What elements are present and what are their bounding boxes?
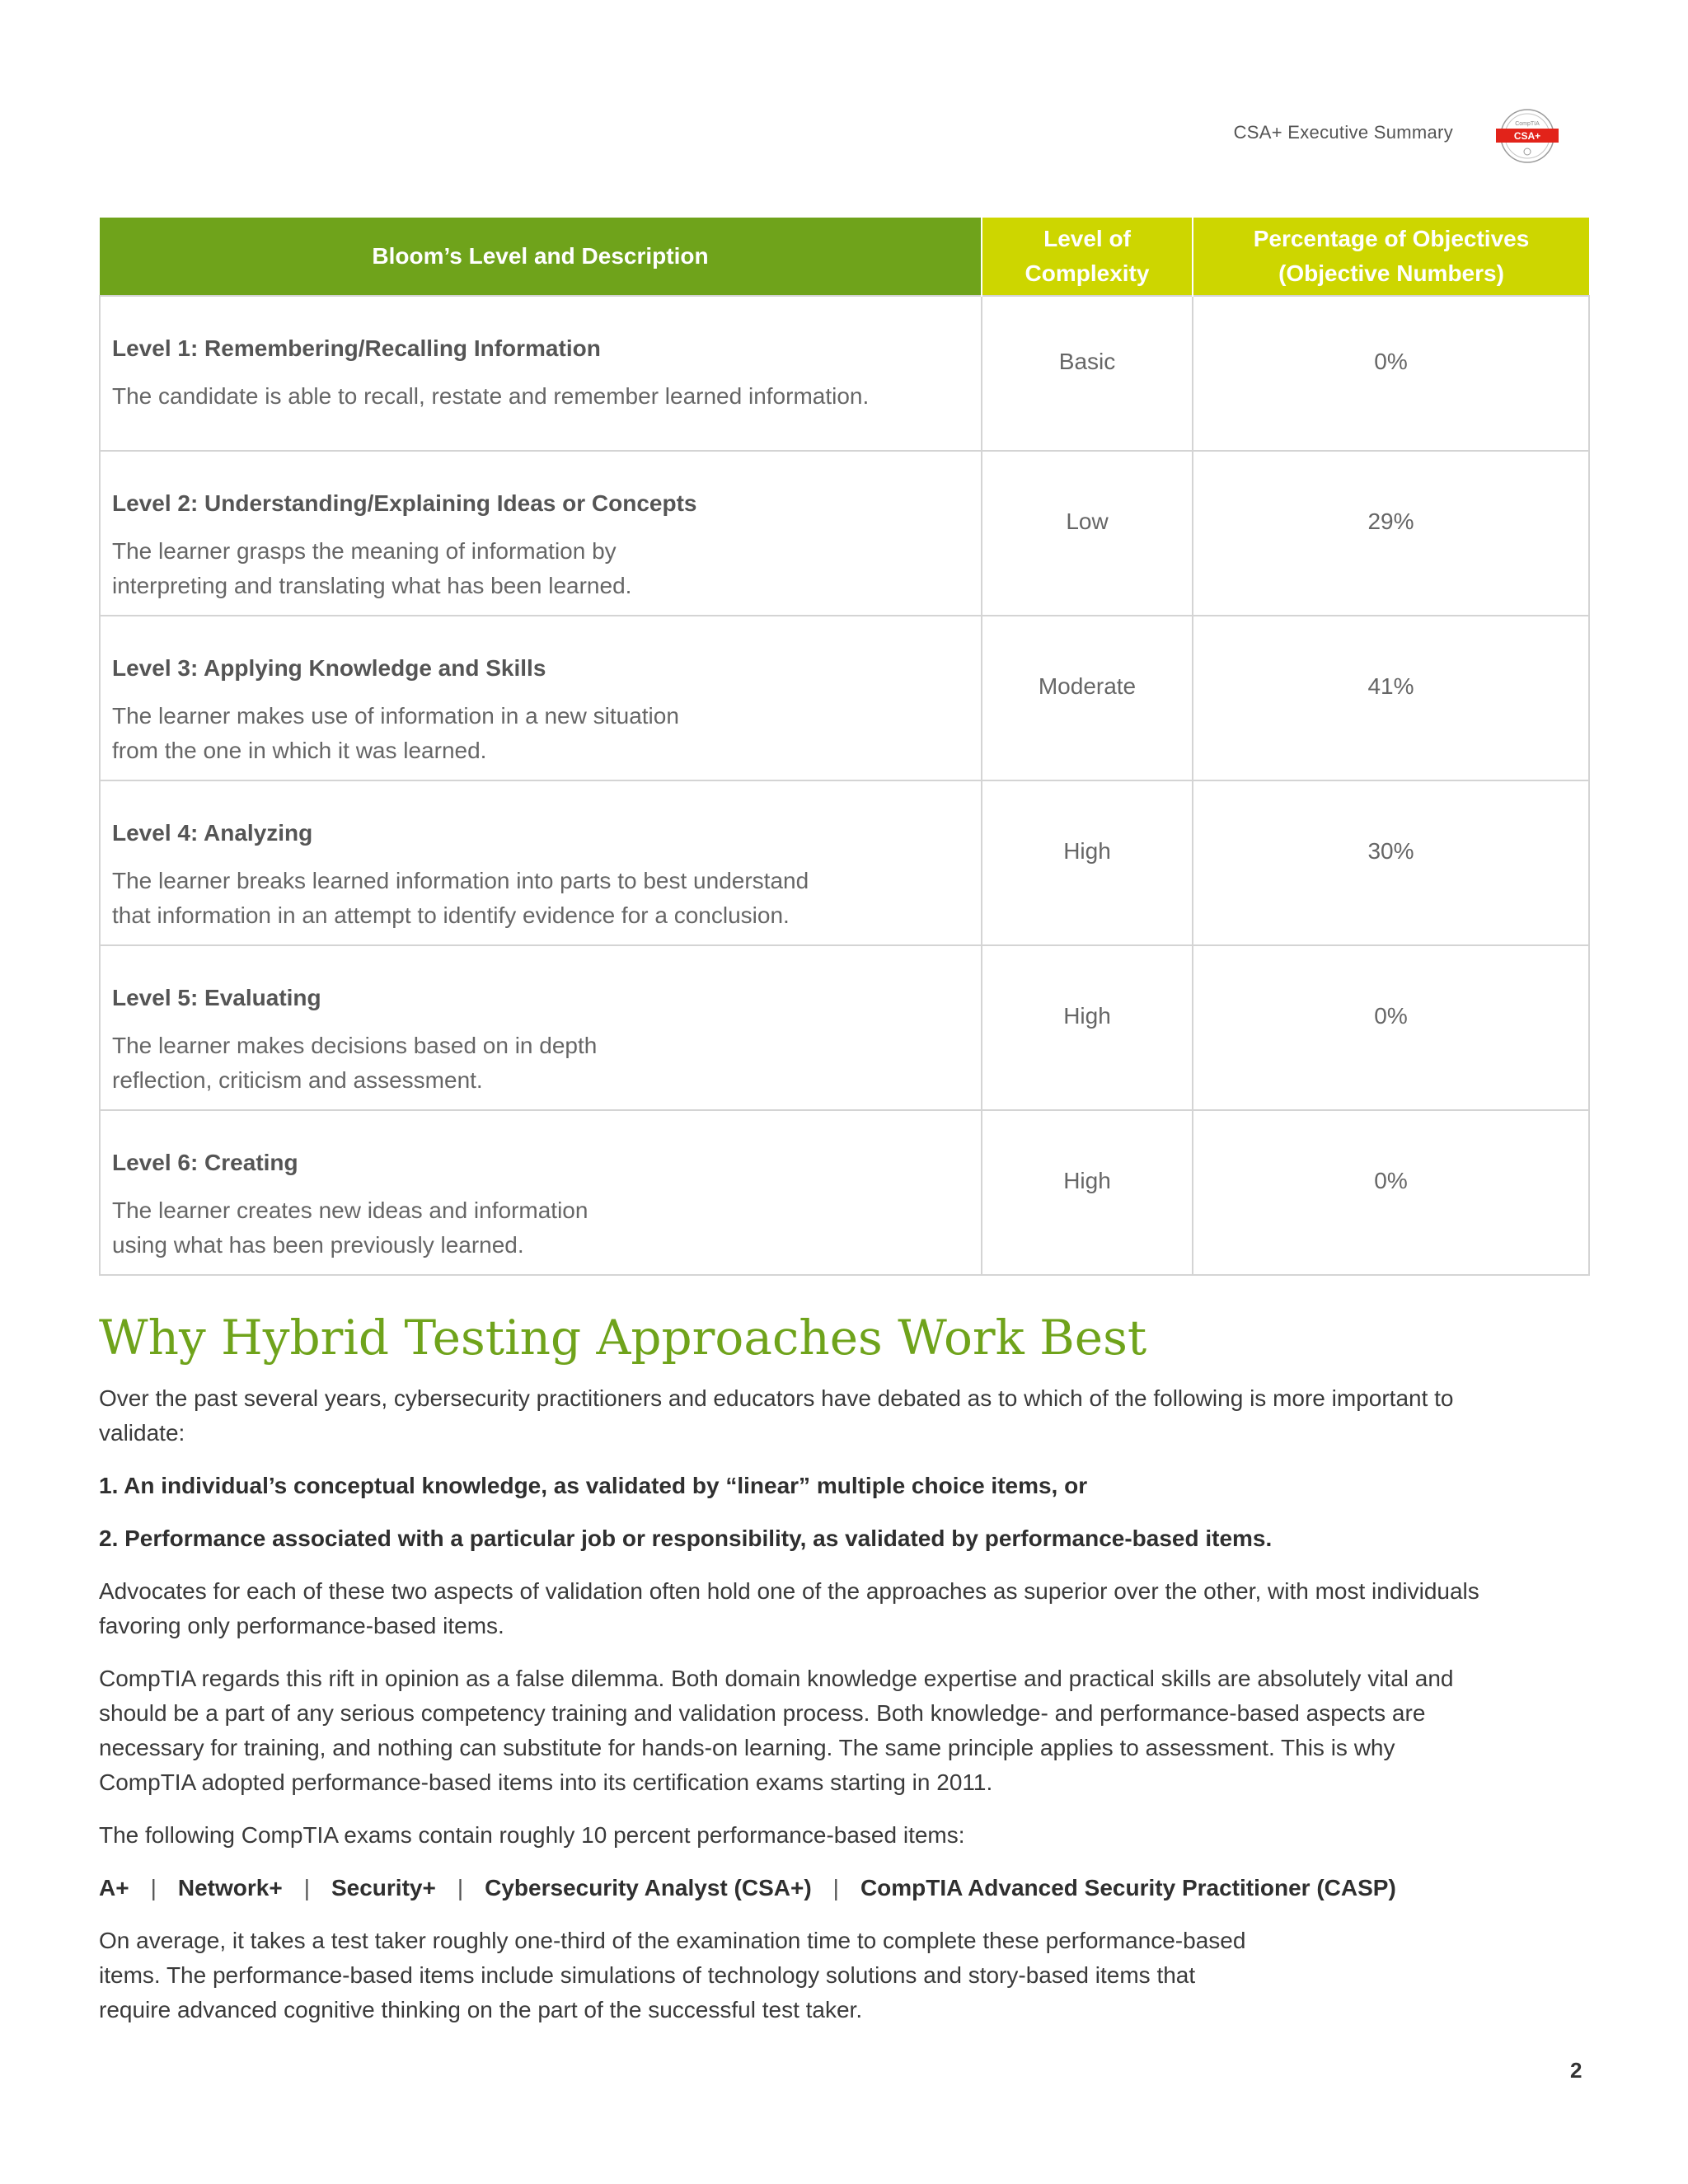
exam-item: Cybersecurity Analyst (CSA+) [485,1875,812,1900]
level-description: The candidate is able to recall, restate and remember learned information. [112,383,870,409]
exam-item: Network+ [177,1875,283,1900]
exam-item: CompTIA Advanced Security Practitioner (CASP) [860,1875,1396,1900]
point-two: 2. Performance associated with a particular job or responsibility, as validated by performance-based items. [99,1526,1273,1551]
level-cell [100,616,982,780]
table-row [100,296,1589,451]
complexity-cell: Low [982,451,1193,616]
level-title: Level 3: Applying Knowledge and Skills [112,655,546,681]
exam-separator: | [832,1875,839,1900]
exam-separator: | [303,1875,310,1900]
exam-item: A+ [99,1875,129,1900]
comptia-paragraph: CompTIA regards this rift in opinion as a false dilemma. Both domain knowledge expertise and practical skills are absolutely vital and should be a part of any serious competency training and validation process. Both knowledge- and performance-based aspects are necessary for training, and nothing can substitute for hands-on learning. The same principle applies to assessment. This is why CompTIA adopted performance-based items into its certification exams starting in 2011. [99,1666,1454,1795]
table-row [100,945,1589,1110]
exam-separator: | [457,1875,464,1900]
section-heading: Why Hybrid Testing Approaches Work Best [99,1310,1147,1366]
advocates-paragraph: Advocates for each of these two aspects of validation often hold one of the approaches as superior over the other, with most individuals favoring only performance-based items. [99,1578,1479,1638]
table-row [100,451,1589,616]
level-description: The learner breaks learned information into parts to best understand that information in an attempt to identify evidence for a conclusion. [112,868,809,928]
table-row [100,616,1589,780]
table-row [100,1110,1589,1275]
complexity-cell: Moderate [982,616,1193,780]
level-description: The learner creates new ideas and information using what has been previously learned. [112,1197,588,1258]
complexity-cell: Basic [982,296,1193,451]
header-percentage-of-objectives: Percentage of Objectives (Objective Numbers) [1193,218,1589,296]
level-title: Level 4: Analyzing [112,820,313,846]
level-title: Level 2: Understanding/Explaining Ideas or Concepts [112,490,697,516]
level-cell [100,945,982,1110]
complexity-cell: High [982,780,1193,945]
average-paragraph: On average, it takes a test taker roughly one-third of the examination time to complete these performance-based items. The performance-based items include simulations of technology solutions and story-based items that require advanced cognitive thinking on the part of the successful test taker. [99,1928,1246,2022]
table-header-row [100,218,1589,296]
level-description: The learner makes decisions based on in depth reflection, criticism and assessment. [112,1033,598,1093]
logo-text-top: CompTIA [1515,121,1540,127]
level-title: Level 1: Remembering/Recalling Information [112,335,601,361]
level-title: Level 6: Creating [112,1150,298,1175]
level-description: The learner grasps the meaning of information by interpreting and translating what has been learned. [112,538,632,598]
level-cell [100,296,982,451]
percentage-cell: 30% [1193,780,1589,945]
table-row [100,780,1589,945]
level-description: The learner makes use of information in a new situation from the one in which it was learned. [112,703,679,763]
percentage-cell: 0% [1193,945,1589,1110]
exam-item: Security+ [331,1875,436,1900]
logo-badge-text: CSA+ [1513,130,1541,142]
level-cell [100,1110,982,1275]
hybrid-testing-section [99,1309,1484,2046]
level-cell [100,780,982,945]
intro-paragraph: Over the past several years, cybersecurity practitioners and educators have debated as to which of the following is more important to validate: [99,1385,1454,1446]
level-cell [100,451,982,616]
complexity-cell: High [982,1110,1193,1275]
exam-list [99,1871,1484,1905]
point-one: 1. An individual’s conceptual knowledge, as validated by “linear” multiple choice items, or [99,1473,1088,1498]
percentage-cell: 0% [1193,296,1589,451]
percentage-cell: 29% [1193,451,1589,616]
header-level-of-complexity: Level of Complexity [982,218,1193,296]
level-title: Level 5: Evaluating [112,985,321,1010]
header-title: CSA+ Executive Summary [1233,122,1453,143]
header-blooms-level: Bloom’s Level and Description [100,218,982,296]
percentage-cell: 0% [1193,1110,1589,1275]
percentage-cell: 41% [1193,616,1589,780]
page-number: 2 [1570,2058,1582,2083]
exam-separator: | [150,1875,157,1900]
complexity-cell: High [982,945,1193,1110]
following-paragraph: The following CompTIA exams contain roughly 10 percent performance-based items: [99,1822,965,1848]
comptia-csa-logo [1494,107,1560,165]
blooms-level-table [99,218,1590,1276]
